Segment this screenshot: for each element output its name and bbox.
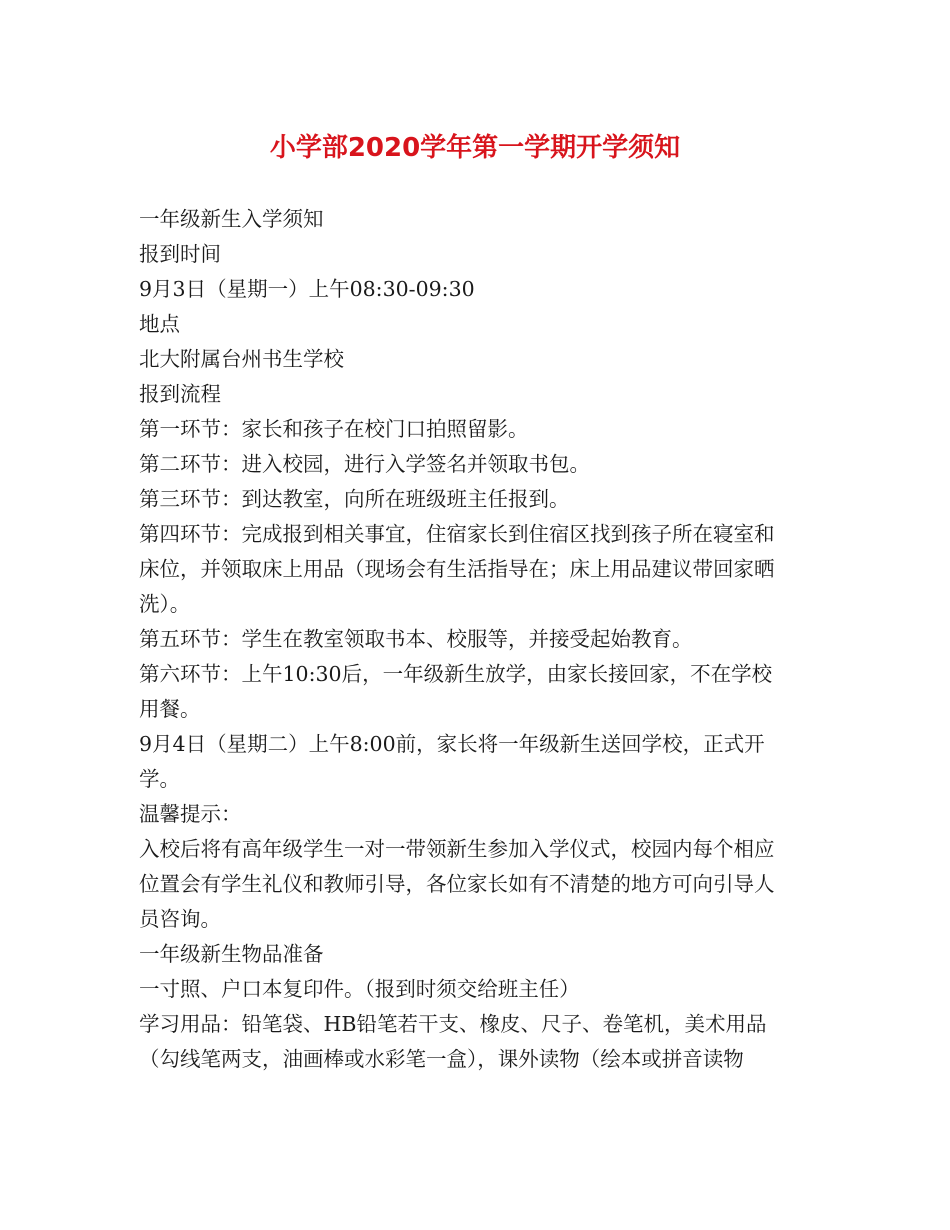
- text-line: 9月3日（星期一）上午08:30-09:30: [139, 277, 475, 301]
- text-line: 一寸照、户口本复印件。（报到时须交给班主任）: [139, 977, 580, 1001]
- text-line: （勾线笔两支，油画棒或水彩笔一盒），课外读物（绘本或拼音读物: [139, 1047, 744, 1071]
- text-line: 地点: [139, 312, 180, 336]
- document-title: 小学部2020学年第一学期开学须知: [269, 133, 681, 163]
- text-line: 报到流程: [139, 382, 221, 406]
- text-line: 学习用品：铅笔袋、HB铅笔若干支、橡皮、尺子、卷笔机，美术用品: [139, 1012, 767, 1036]
- text-line: 一年级新生入学须知: [139, 207, 324, 231]
- text-line: 入校后将有高年级学生一对一带领新生参加入学仪式，校园内每个相应: [139, 837, 775, 861]
- document-body: [139, 202, 815, 1077]
- text-line: 床位，并领取床上用品（现场会有生活指导在；床上用品建议带回家晒: [139, 557, 775, 581]
- text-line: 一年级新生物品准备: [139, 942, 324, 966]
- text-line: 9月4日（星期二）上午8:00前，家长将一年级新生送回学校，正式开: [139, 732, 765, 756]
- text-line: 位置会有学生礼仪和教师引导，各位家长如有不清楚的地方可向引导人: [139, 872, 775, 896]
- text-line: 学。: [139, 767, 180, 791]
- text-line: 第二环节：进入校园，进行入学签名并领取书包。: [139, 452, 590, 476]
- text-line: 第四环节：完成报到相关事宜，住宿家长到住宿区找到孩子所在寝室和: [139, 522, 775, 546]
- text-line: 洗）。: [139, 592, 191, 616]
- text-line: 第一环节：家长和孩子在校门口拍照留影。: [139, 417, 529, 441]
- text-line: 第三环节：到达教室，向所在班级班主任报到。: [139, 487, 570, 511]
- text-line: 第六环节：上午10:30后，一年级新生放学，由家长接回家，不在学校: [139, 662, 773, 686]
- text-line: 员咨询。: [139, 907, 221, 931]
- text-line: 用餐。: [139, 697, 201, 721]
- text-line: 报到时间: [139, 242, 221, 266]
- text-line: 温馨提示：: [139, 802, 242, 826]
- text-line: 第五环节：学生在教室领取书本、校服等，并接受起始教育。: [139, 627, 693, 651]
- text-line: 北大附属台州书生学校: [139, 347, 344, 371]
